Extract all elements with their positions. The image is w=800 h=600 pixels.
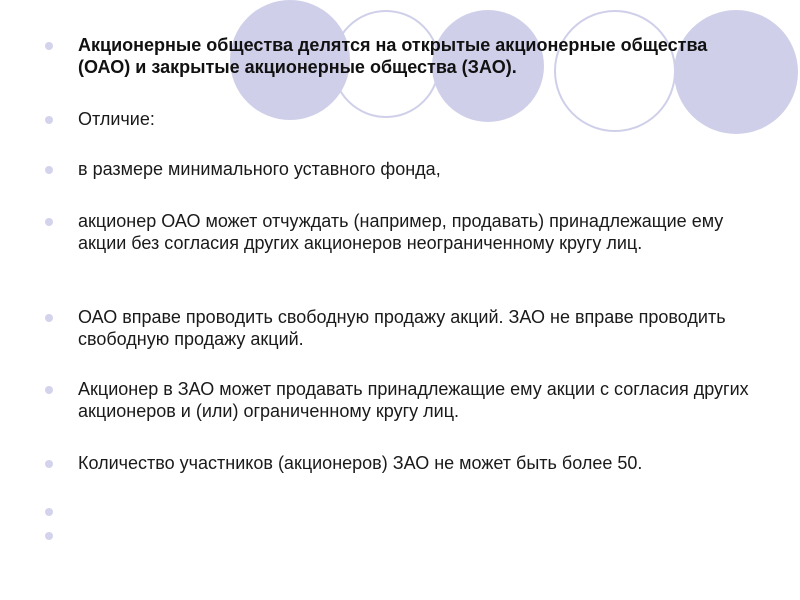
bullet-dot-icon	[45, 314, 53, 322]
bullet-dot-icon	[45, 42, 53, 50]
bullet-text: ОАО вправе проводить свободную продажу акций. ЗАО не вправе проводить свободную продажу акций.	[78, 307, 726, 349]
bullet-dot-icon	[45, 460, 53, 468]
bullet-dot-icon	[45, 386, 53, 394]
bullet-dot-icon	[45, 116, 53, 124]
bullet-text: Отличие:	[78, 109, 155, 129]
bullet-item	[78, 210, 758, 254]
bullet-dot-icon	[45, 508, 53, 516]
bullet-text: акционер ОАО может отчуждать (например, продавать) принадлежащие ему акции без согласия других акционеров неограниченному кругу лиц.	[78, 211, 724, 253]
bullet-item	[78, 452, 758, 474]
bullet-item	[78, 306, 758, 350]
bullet-item	[78, 158, 758, 180]
bullet-text: Акционерные общества делятся на открытые акционерные общества (ОАО) и закрытые акционерные общества (ЗАО).	[78, 35, 708, 77]
bullet-text: Акционер в ЗАО может продавать принадлежащие ему акции с согласия других акционеров и (или) ограниченному кругу лиц.	[78, 379, 749, 421]
bullet-dot-icon	[45, 532, 53, 540]
bullet-text: в размере минимального уставного фонда,	[78, 159, 441, 179]
bullet-item	[78, 108, 758, 130]
bullet-dot-icon	[45, 166, 53, 174]
bullet-text: Количество участников (акционеров) ЗАО не может быть более 50.	[78, 453, 643, 473]
bullet-item-heading	[78, 34, 758, 78]
bullet-item	[78, 378, 758, 422]
bullet-dot-icon	[45, 218, 53, 226]
